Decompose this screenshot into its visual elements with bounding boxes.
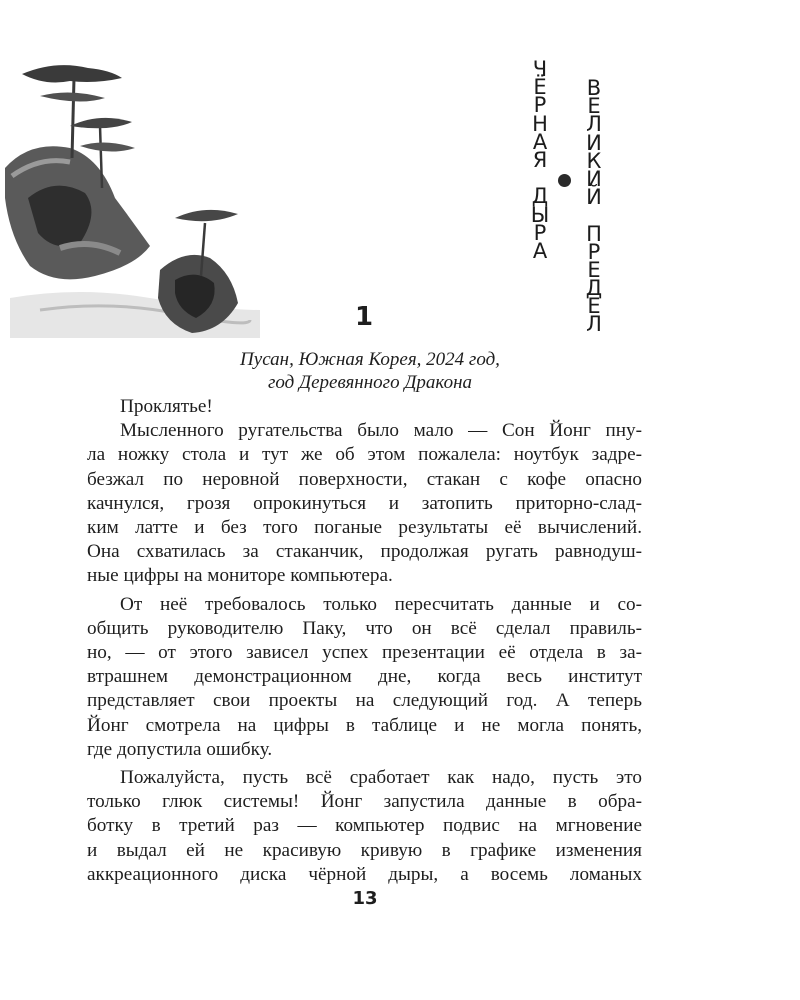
ink-landscape-cliffs-pines-icon xyxy=(0,48,260,338)
text-line: общить руководителю Паку, что он всё сделал правиль- xyxy=(87,617,642,639)
running-head-book-title xyxy=(527,57,553,263)
running-head-letter: Н xyxy=(532,111,548,136)
location-line-2: год Деревянного Дракона xyxy=(268,372,472,393)
text-line: но, — от этого зависел успех презентации её отдела в за- xyxy=(87,642,642,664)
text-line: ные цифры на мониторе компьютера. xyxy=(87,565,393,587)
running-head-letter: Р xyxy=(533,93,547,118)
location-line-1: Пусан, Южная Корея, 2024 год, xyxy=(240,349,500,370)
text-line: и выдал ей не красивую кривую в графике изменения xyxy=(87,839,642,861)
text-line: где допустила ошибку. xyxy=(87,738,273,760)
text-line: Пожалуйста, пусть всё сработает как надо, пусть это xyxy=(120,767,642,789)
text-line: безжал по неровной поверхности, стакан с кофе опасно xyxy=(87,468,642,490)
separator-dot-icon xyxy=(558,174,571,187)
text-line: только глюк системы! Йонг запустила данные в обра- xyxy=(87,791,642,813)
running-head-letter: Ы xyxy=(530,202,550,227)
chapter-number: 1 xyxy=(354,302,374,332)
landscape-illustration xyxy=(0,48,260,338)
running-head-letter: Л xyxy=(586,312,602,337)
text-line: ла ножку стола и тут же об этом пожалела: ноутбук задре- xyxy=(87,444,642,466)
running-head-letter: Р xyxy=(533,220,547,245)
body-text xyxy=(87,395,642,887)
text-line: От неё требовалось только пересчитать данные и со- xyxy=(120,593,642,615)
text-line: качнулся, грозя опрокинуться и затопить приторно-слад- xyxy=(87,492,642,514)
running-head-letter: Ч xyxy=(532,57,548,81)
page-number: 13 xyxy=(352,888,378,909)
text-line: втрашнем демонстрационном дне, когда весь институт xyxy=(87,666,642,688)
running-head-letter: Л xyxy=(586,112,602,137)
text-line: Йонг смотрела на цифры в таблице и не могла понять, xyxy=(87,714,642,736)
running-head-letter: Е xyxy=(587,257,601,282)
text-line: представляет свои проекты на следующий год. А теперь xyxy=(87,690,642,712)
running-head-letter: Й xyxy=(586,185,602,210)
running-head-letter: Д xyxy=(585,276,603,301)
running-head-letter: Е xyxy=(587,94,601,119)
text-line: Мысленного ругательства было мало — Сон Йонг пну- xyxy=(120,420,642,442)
chapter-location xyxy=(100,348,640,394)
running-head-letter: И xyxy=(586,130,602,155)
running-head-letter: И xyxy=(586,166,602,191)
running-head-letter: П xyxy=(586,221,602,246)
running-head-letter: Я xyxy=(532,147,548,172)
running-head-letter: К xyxy=(586,148,602,173)
text-line: ким латте и без того поганые результаты её вычислений. xyxy=(87,517,642,539)
running-head-letter: А xyxy=(532,238,548,263)
running-head-letter: Р xyxy=(587,239,601,264)
running-head-letter: Е xyxy=(587,294,601,319)
running-head-letter: А xyxy=(532,129,548,154)
text-line: Она схватилась за стаканчик, продолжая ругать равнодуш- xyxy=(87,541,642,563)
running-head-letter: Д xyxy=(531,184,549,209)
text-line: аккреационного диска чёрной дыры, а восемь ломаных xyxy=(87,863,642,885)
running-head-letter: В xyxy=(586,76,602,100)
text-line: ботку в третий раз — компьютер подвис на мгновение xyxy=(87,815,642,837)
running-head-letter: Ё xyxy=(533,75,547,100)
text-line: Проклятье! xyxy=(120,396,213,417)
running-head-series-title xyxy=(581,76,607,337)
